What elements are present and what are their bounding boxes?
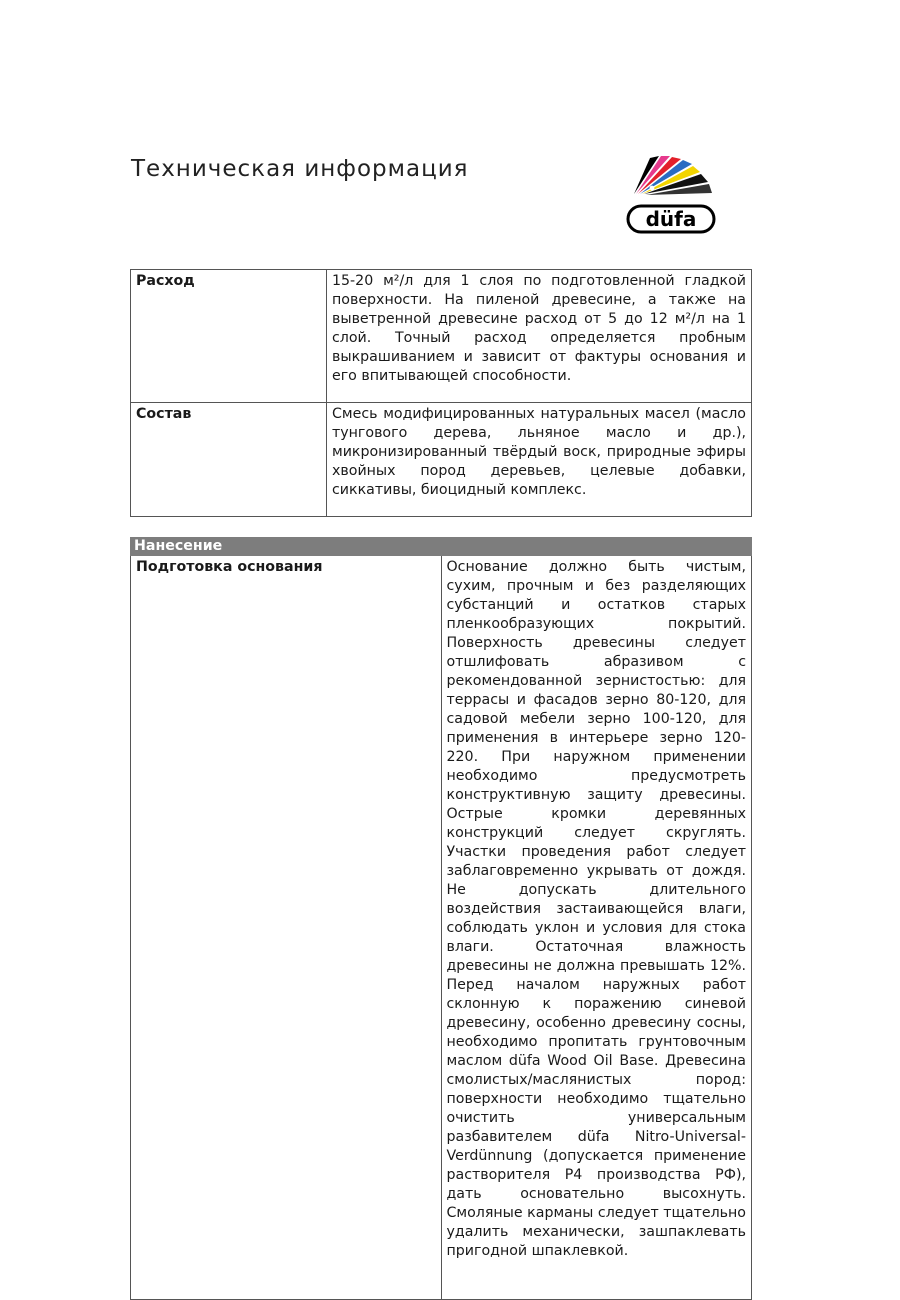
logo-fan-pivot [650,186,655,191]
table-row [131,556,752,1300]
table-row [131,270,752,403]
row-label-composition: Состав [131,403,327,517]
consumption-composition-table [130,269,752,517]
row-text-surface-prep: Основание должно быть чистым, сухим, прочным и без разделяющих субстанций и остатков старых пленкообразующих покрытий. Поверхность древесины следует отшлифовать абразивом с рекомендованной зернистостью: для террасы и фасадов зерно 80-120, для садовой мебели зерно 100-120, для применения в интерьере зерно 120-220. При наружном применении необходимо предусмотреть конструктивную защиту древесины. Острые кромки деревянных конструкций следует скруглять. Участки проведения работ следует заблаговременно укрывать от дождя. Не допускать длительного воздействия застаивающейся влаги, соблюдать уклон и условия для стока влаги. Остаточная влажность древесины не должна превышать 12%. Перед началом наружных работ склонную к поражению синевой древесину, особенно древесину сосны, необходимо пропитать грунтовочным маслом düfa Wood Oil Base. Древесина смолистых/маслянистых пород: поверхности необходимо тщательно очистить универсальным разбавителем düfa Nitro-Universal-Verdünnung (допускается применение растворителя Р4 производства РФ), дать основательно высохнуть. Смоляные карманы следует тщательно удалить механически, зашпаклевать пригодной шпаклевкой. [441,556,752,1300]
page-title: Техническая информация [131,156,469,182]
table-row [131,403,752,517]
section-header-application: Нанесение [131,538,752,556]
row-text-consumption: 15-20 м²/л для 1 слоя по подготовленной гладкой поверхности. На пиленой древесине, а также на выветренной древесине расход от 5 до 12 м²/л на 1 слой. Точный расход определяется пробным выкрашиванием и зависит от фактуры основания и его впитывающей способности. [327,270,752,403]
table-header-row [131,538,752,556]
row-text-composition: Смесь модифицированных натуральных масел (масло тунгового дерева, льняное масло и др.), микронизированный твёрдый воск, природные эфиры хвойных пород деревьев, целевые добавки, сиккативы, биоцидный комплекс. [327,403,752,517]
row-label-consumption: Расход [131,270,327,403]
dufa-logo [626,150,716,234]
logo-wordmark: düfa [645,207,697,231]
application-table [130,537,752,1300]
row-label-surface-prep: Подготовка основания [131,556,442,1300]
